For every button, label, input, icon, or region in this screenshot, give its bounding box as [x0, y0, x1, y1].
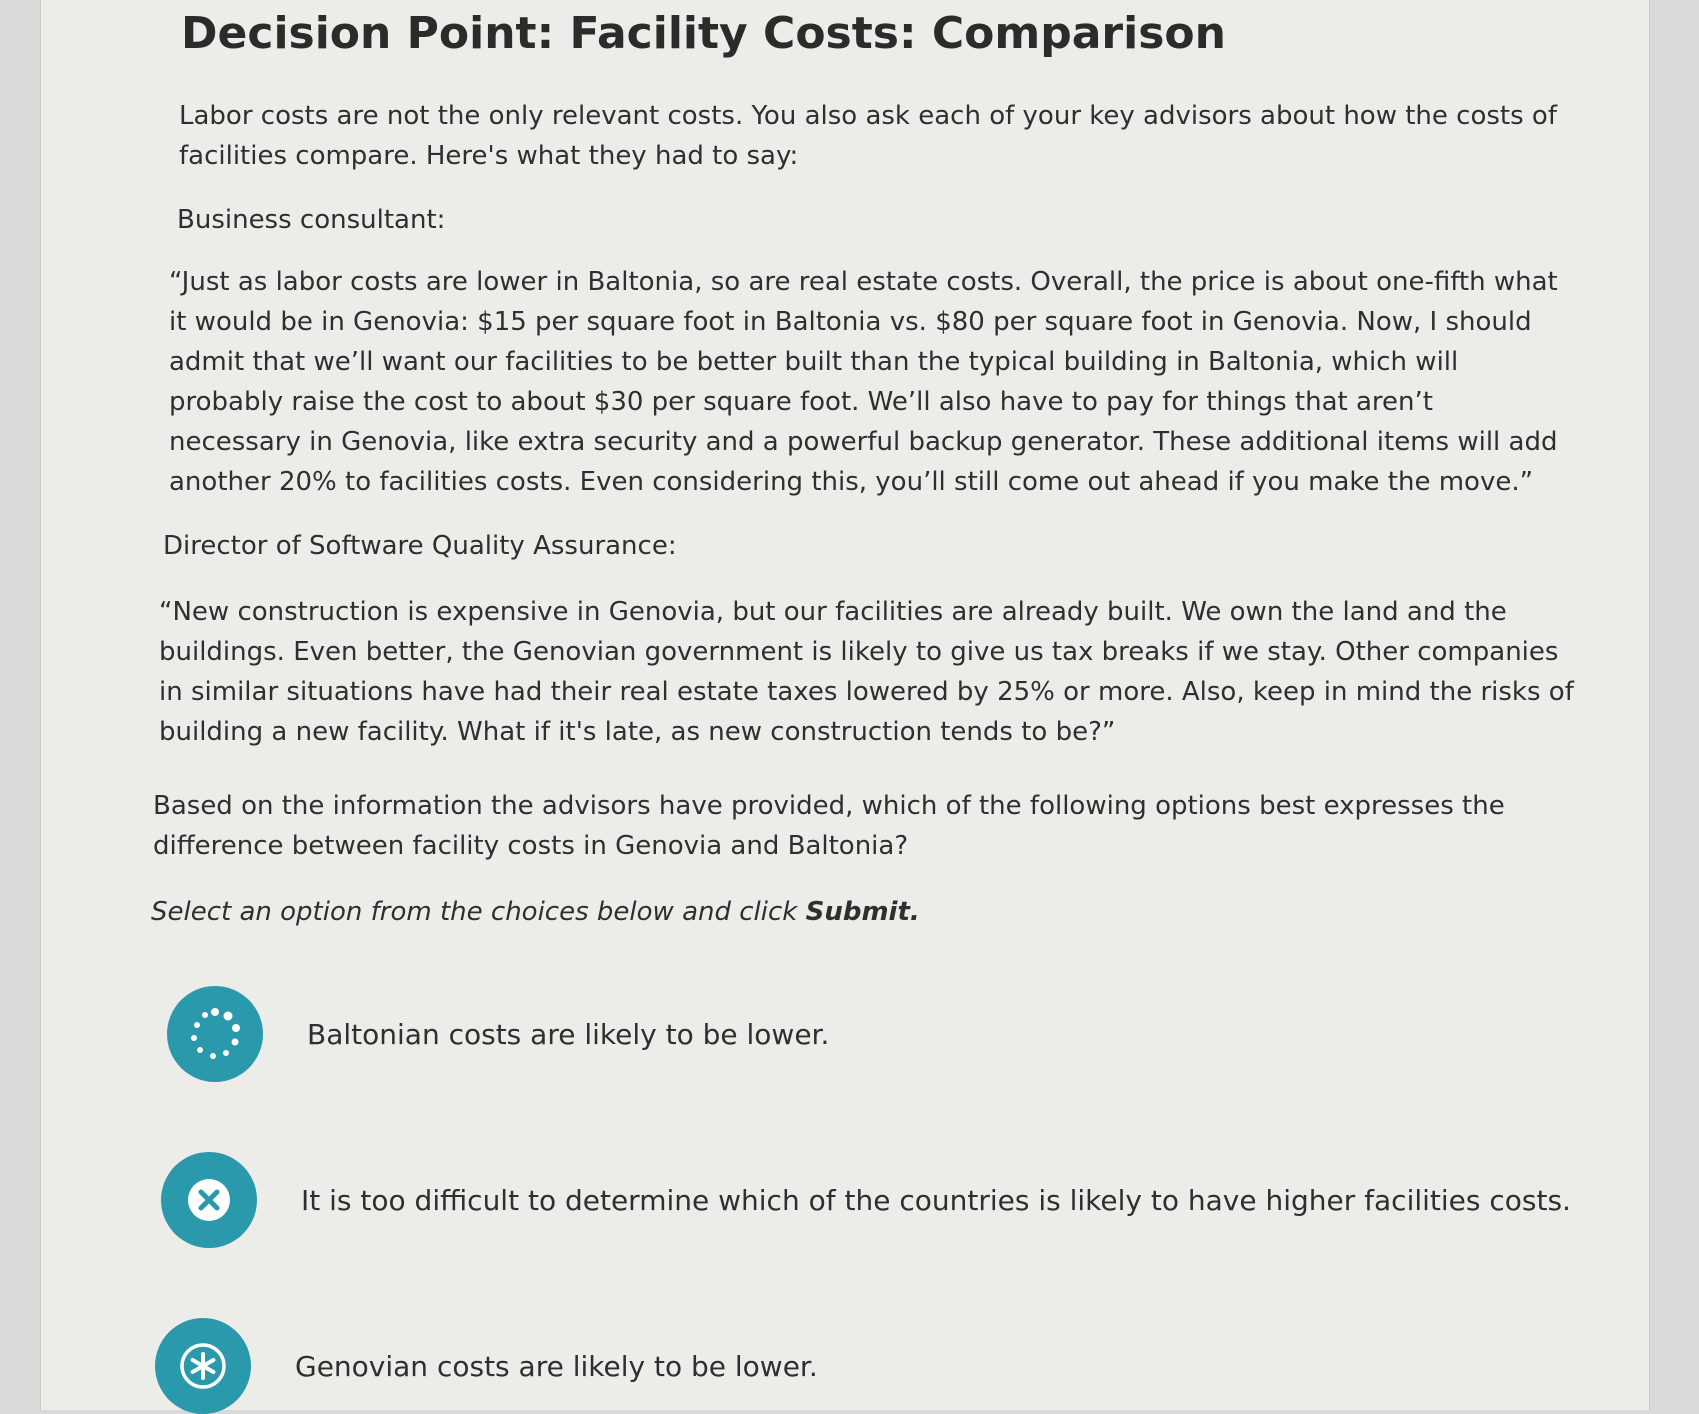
instruction-submit-word: Submit.	[805, 897, 920, 927]
question-text: Based on the information the advisors have provided, which of the following options best expresses the difference between facility costs in Genovia and Baltonia?	[153, 791, 1505, 861]
advisor-quote-director-sqa: “New construction is expensive in Genovia, but our facilities are already built. We own the land and the buildings. Even better, the Genovian government is likely to give us tax breaks if we stay. Other companies in similar situations have had their real estate taxes lowered by 25% or more. Also, keep in mind the risks of building a new facility. What if it's late, as new construction tends to be?”	[159, 597, 1574, 747]
asterisk-circle-icon	[155, 1318, 251, 1414]
advisor-quote-business-consultant: “Just as labor costs are lower in Baltonia, so are real estate costs. Overall, the price is about one-fifth what it would be in Genovia: $15 per square foot in Baltonia vs. $80 per square foot in Genovia. Now, I should admit that we’ll want our facilities to be better built than the typical building in Baltonia, which will probably raise the cost to about $30 per square foot. We’ll also have to pay for things that aren’t necessary in Genovia, like extra security and a powerful backup generator. These additional items will add another 20% to facilities costs. Even considering this, you’ll still come out ahead if you make the move.”	[169, 267, 1558, 497]
option-1-label[interactable]: Baltonian costs are likely to be lower.	[307, 1017, 830, 1051]
option-3-radio[interactable]	[155, 1318, 251, 1414]
advisor-speaker-director-sqa: Director of Software Quality Assurance:	[163, 531, 677, 561]
option-baltonian-lower[interactable]	[167, 986, 829, 1082]
x-circle-icon	[161, 1152, 257, 1248]
dotted-circle-icon	[167, 986, 263, 1082]
option-1-radio[interactable]	[167, 986, 263, 1082]
instruction-text	[151, 892, 1151, 932]
intro-text: Labor costs are not the only relevant costs. You also ask each of your key advisors about how the costs of facilities compare. Here's what they had to say:	[179, 101, 1557, 171]
option-2-label[interactable]: It is too difficult to determine which of the countries is likely to have higher facilities costs.	[301, 1183, 1571, 1217]
advisor-speaker-business-consultant: Business consultant:	[177, 205, 446, 235]
option-genovian-lower[interactable]	[155, 1318, 818, 1414]
option-3-label[interactable]: Genovian costs are likely to be lower.	[295, 1349, 818, 1383]
instruction-prefix: Select an option from the choices below and click	[151, 897, 806, 927]
option-too-difficult[interactable]	[161, 1152, 1571, 1248]
option-2-radio[interactable]	[161, 1152, 257, 1248]
page-panel	[40, 0, 1650, 1410]
page-title: Decision Point: Facility Costs: Comparison	[181, 8, 1226, 59]
